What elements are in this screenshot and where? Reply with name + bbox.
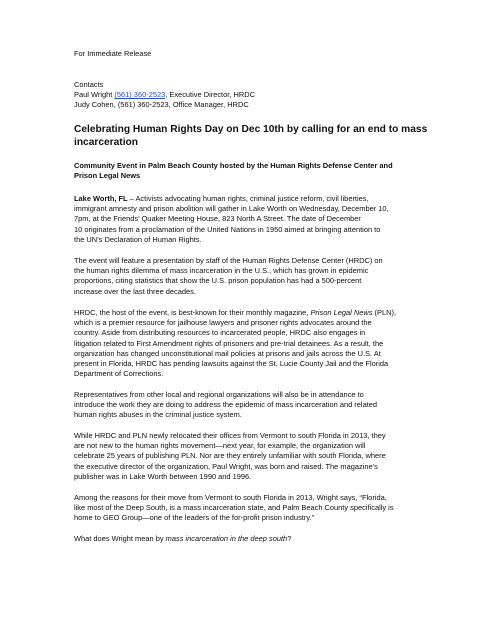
contact-1-role: , Executive Director, HRDC (165, 90, 255, 100)
paragraph-3-line-4: litigation related to First Amendment rights of prisoners and pre-trial detainees. As a result, the (74, 338, 384, 348)
contacts-block (74, 80, 420, 111)
paragraph-7-line-1 (74, 534, 420, 544)
paragraph-7 (74, 534, 420, 544)
paragraph-2-line-4: increase over the last three decades. (74, 286, 196, 296)
paragraph-4-line-3: human rights abuses in the criminal justice system. (74, 410, 242, 420)
paragraph-1-line-1 (74, 194, 420, 204)
paragraph-7-end: ? (287, 534, 292, 543)
paragraph-5-line-4: the executive director of the organization, Paul Wright, was born and raised. The magazine’s (74, 461, 378, 471)
paragraph-2-line-1: The event will feature a presentation by staff of the Human Rights Defense Center (HRDC) on (74, 256, 383, 265)
paragraph-6 (74, 493, 420, 524)
paragraph-6-line-1: Among the reasons for their move from Vermont to south Florida in 2013, Wright says, “Florida, (74, 493, 387, 502)
dateline: Lake Worth, FL (74, 194, 128, 203)
paragraph-7-italic: mass incarceration in the deep south (165, 534, 288, 543)
paragraph-4 (74, 390, 420, 421)
paragraph-2-line-2: the human rights dilemma of mass incarceration in the U.S., which has grown in epidemic (74, 266, 369, 276)
paragraph-1 (74, 194, 420, 245)
release-text: For Immediate Release (74, 49, 152, 58)
paragraph-3 (74, 308, 420, 379)
subheadline (74, 161, 420, 181)
paragraph-3-line-7: Department of Corrections. (74, 369, 164, 379)
paragraph-2 (74, 256, 420, 297)
release-line (74, 49, 420, 59)
paragraph-4-line-1: Representatives from other local and regional organizations will also be in attendance to (74, 390, 364, 399)
paragraph-5-line-5: publisher was in Lake Worth between 1990 and 1996. (74, 471, 252, 481)
paragraph-3-line-6: present in Florida, HRDC has pending lawsuits against the St. Lucie County Jail and the Florida (74, 359, 389, 369)
paragraph-3-line-1 (74, 308, 420, 318)
contact-1 (74, 90, 420, 100)
subheadline-line-2: Prison Legal News (74, 171, 141, 181)
paragraph-1-line-1-text: – Activists advocating human rights, criminal justice reform, civil liberties, (127, 194, 369, 203)
paragraph-3-text-a: HRDC, the host of the event, is best-known for their monthly magazine, (74, 308, 311, 317)
contact-2: Judy Cohen, (561) 360-2523, Office Manager, HRDC (74, 100, 249, 110)
paragraph-3-line-5: organization has changed unconstitutional mail policies at prisons and jails across the U.S. At (74, 348, 381, 358)
paragraph-5-line-3: celebrate 25 years of publishing PLN. Nor are they entirely unfamiliar with south Florida, where (74, 451, 386, 461)
contact-1-name: Paul Wright (74, 90, 115, 100)
contact-1-phone-link[interactable]: (561) 360-2523 (114, 90, 166, 100)
magazine-title: Prison Legal News (310, 308, 373, 317)
paragraph-3-line-3: country. Aside from distributing resources to incarcerated people, HRDC also engages in (74, 328, 366, 338)
paragraph-4-line-2: introduce the work they are doing to address the epidemic of mass incarceration and related (74, 400, 378, 410)
headline-line-1: Celebrating Human Rights Day on Dec 10th by calling for an end to mass (74, 124, 428, 135)
paragraph-3-line-2: which is a premier resource for jailhouse lawyers and prisoner rights advocates around the (74, 318, 372, 328)
contacts-label: Contacts (74, 80, 104, 89)
paragraph-5-line-1: While HRDC and PLN newly relocated their offices from Vermont to south Florida in 2013, they (74, 431, 386, 440)
paragraph-5 (74, 431, 420, 482)
paragraph-6-line-3: home to GEO Group—one of the leaders of the for-profit prison industry.” (74, 513, 315, 523)
paragraph-6-line-2: like most of the Deep South, is a mass incarceration state, and Palm Beach County specifically is (74, 503, 394, 513)
paragraph-1-line-5: the UN’s Declaration of Human Rights. (74, 234, 202, 244)
paragraph-7-text: What does Wright mean by (74, 534, 166, 543)
paragraph-1-line-4: 10 originates from a proclamation of the United Nations in 1950 aimed at bringing attention to (74, 224, 381, 234)
headline (74, 124, 428, 149)
subheadline-line-1: Community Event in Palm Beach County hosted by the Human Rights Defense Center and (74, 161, 393, 170)
headline-line-2: incarceration (74, 136, 138, 148)
paragraph-5-line-2: are not new to the human rights movement—next year, for example, the organization will (74, 441, 366, 451)
paragraph-2-line-3: proportions, citing statistics that show the U.S. prison population has had a 500-percent (74, 276, 362, 286)
paragraph-1-line-3: 7pm, at the Friends’ Quaker Meeting House, 823 North A Street. The date of December (74, 214, 361, 224)
paragraph-1-line-2: immigrant amnesty and prison abolition will gather in Lake Worth on Wednesday, December 10, (74, 204, 389, 214)
paragraph-3-text-b: (PLN), (372, 308, 397, 317)
